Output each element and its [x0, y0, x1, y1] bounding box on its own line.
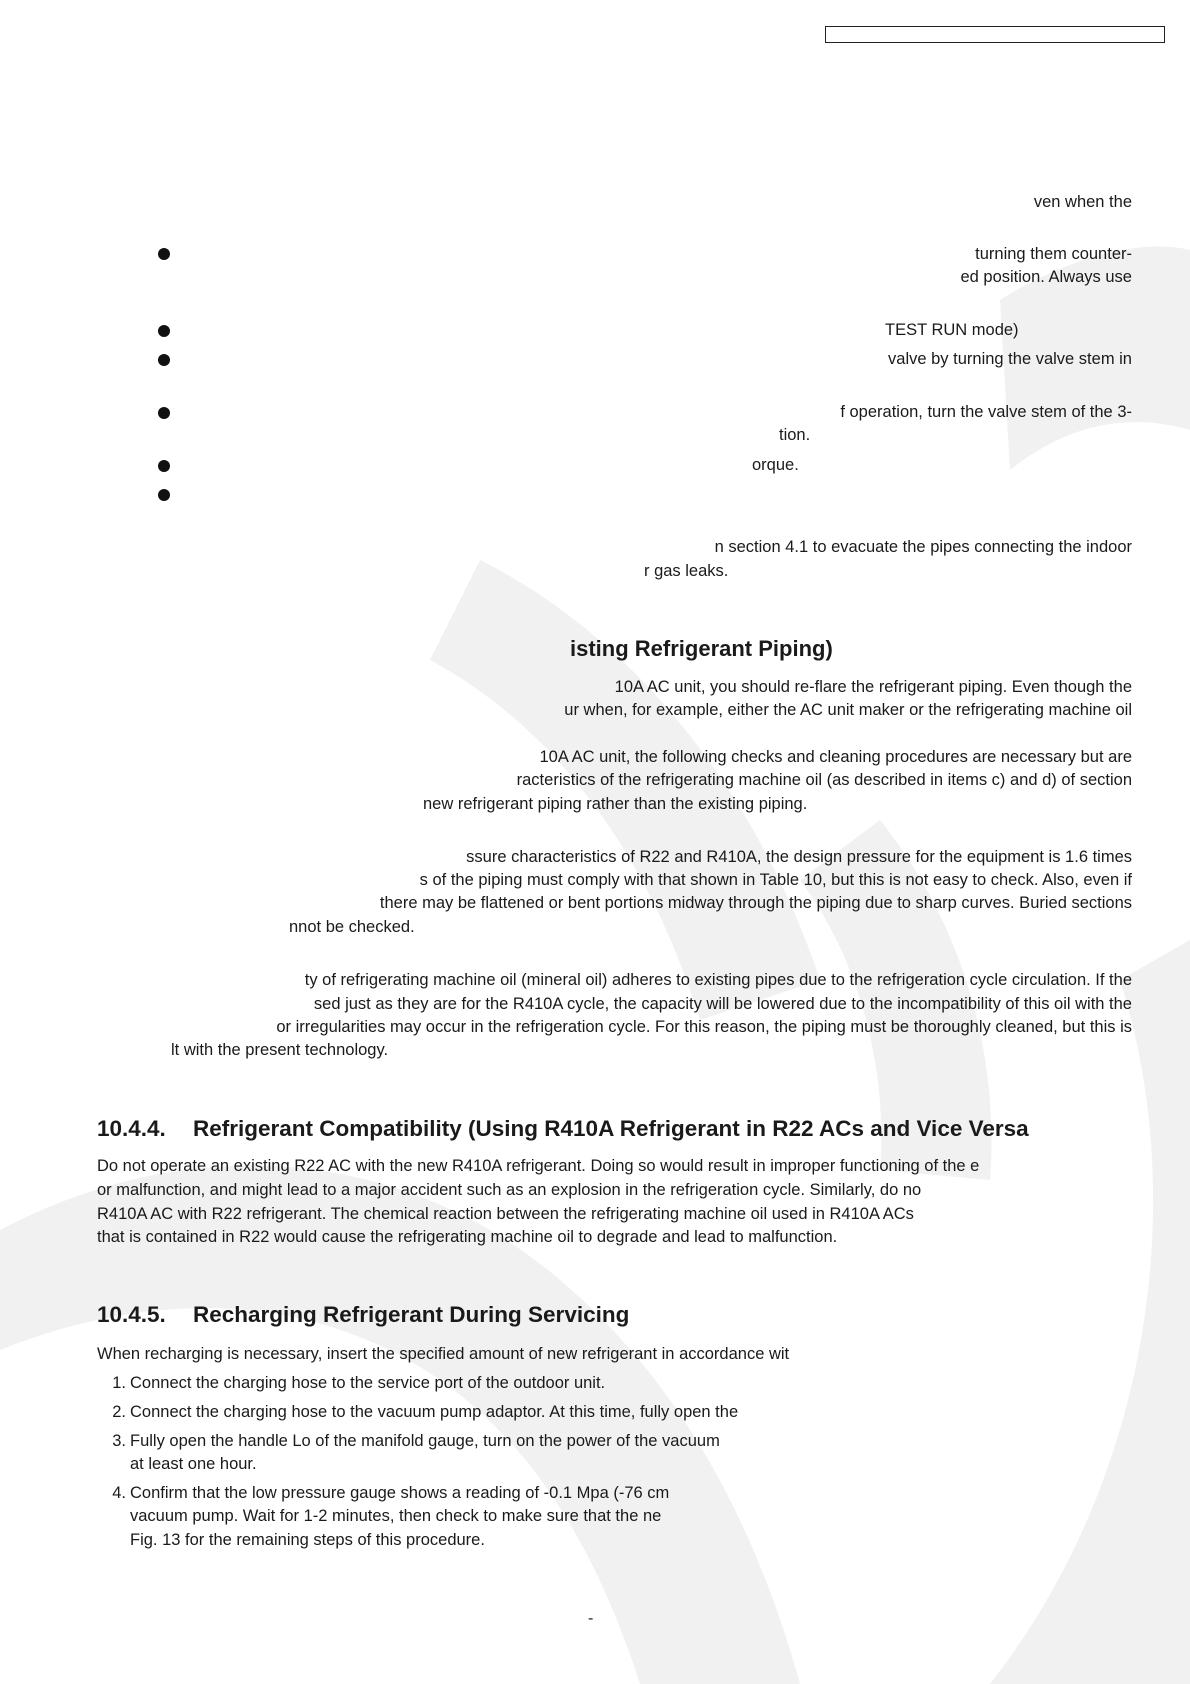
text-line: When recharging is necessary, insert the specified amount of new refrigerant in accordance wit — [97, 1345, 790, 1363]
text-line: that is contained in R22 would cause the refrigerating machine oil to degrade and lead to malfunction. — [97, 1228, 838, 1246]
text-line: nnot be checked. — [289, 918, 415, 936]
text-line: valve by turning the valve stem in — [888, 350, 1132, 368]
text-line: ed position. Always use — [960, 268, 1132, 286]
list-item — [97, 1372, 605, 1394]
section-heading-1044 — [97, 1115, 1029, 1143]
text-line: ven when the — [1033, 193, 1132, 211]
bullet-icon — [158, 460, 170, 472]
text-line: n section 4.1 to evacuate the pipes connecting the indoor — [714, 538, 1132, 556]
text-line: there may be flattened or bent portions midway through the piping due to sharp curves. Buried sections — [379, 894, 1132, 912]
step-text: Connect the charging hose to the service port of the outdoor unit. — [130, 1374, 606, 1392]
text-line: or malfunction, and might lead to a major accident such as an explosion in the refrigeration cycle. Similarly, do no — [97, 1181, 922, 1199]
page-number: - — [588, 1610, 594, 1627]
list-item — [97, 1482, 669, 1504]
text-line: Do not operate an existing R22 AC with the new R410A refrigerant. Doing so would result in improper functioning of the e — [97, 1157, 980, 1175]
header-box — [825, 26, 1165, 43]
list-item — [97, 1430, 720, 1452]
step-number: 3. — [112, 1432, 126, 1450]
bullet-icon — [158, 325, 170, 337]
text-line: R410A AC with R22 refrigerant. The chemical reaction between the refrigerating machine oil used in R410A ACs — [97, 1205, 914, 1223]
text-line: sed just as they are for the R410A cycle, the capacity will be lowered due to the incompatibility of this oil with the — [313, 995, 1132, 1013]
bullet-icon — [158, 489, 170, 501]
step-text: Fully open the handle Lo of the manifold gauge, turn on the power of the vacuum — [130, 1432, 720, 1450]
step-text: at least one hour. — [130, 1455, 257, 1473]
text-line: racteristics of the refrigerating machine oil (as described in items c) and d) of section — [516, 771, 1132, 789]
text-line: TEST RUN mode) — [885, 321, 1019, 339]
text-line: ur when, for example, either the AC unit maker or the refrigerating machine oil — [564, 701, 1132, 719]
text-line: turning them counter- — [975, 245, 1132, 263]
text-line: ty of refrigerating machine oil (mineral oil) adheres to existing pipes due to the refrigeration cycle circulation. If the — [304, 971, 1132, 989]
text-line: 10A AC unit, you should re-flare the refrigerant piping. Even though the — [614, 678, 1132, 696]
step-number: 2. — [112, 1403, 126, 1421]
section-title: Recharging Refrigerant During Servicing — [193, 1302, 630, 1327]
step-number: 4. — [112, 1484, 126, 1502]
text-line: tion. — [779, 426, 811, 444]
bullet-icon — [158, 407, 170, 419]
text-line: lt with the present technology. — [171, 1041, 389, 1059]
list-item — [97, 1401, 738, 1423]
step-text: Fig. 13 for the remaining steps of this procedure. — [130, 1531, 485, 1549]
text-line: r gas leaks. — [644, 562, 729, 580]
step-number: 1. — [112, 1374, 126, 1392]
section-number: 10.4.5. — [97, 1302, 166, 1327]
text-line: orque. — [752, 456, 799, 474]
text-line: 10A AC unit, the following checks and cleaning procedures are necessary but are — [539, 748, 1132, 766]
bullet-icon — [158, 248, 170, 260]
section-title: Refrigerant Compatibility (Using R410A Refrigerant in R22 ACs and Vice Versa — [193, 1116, 1029, 1141]
text-line: s of the piping must comply with that shown in Table 10, but this is not easy to check. Also, even if — [419, 871, 1132, 889]
section-heading-1045 — [97, 1301, 629, 1329]
text-line: f operation, turn the valve stem of the 3- — [840, 403, 1132, 421]
section-heading: isting Refrigerant Piping) — [570, 636, 833, 661]
step-text: Confirm that the low pressure gauge shows a reading of -0.1 Mpa (-76 cm — [130, 1484, 670, 1502]
bullet-icon — [158, 354, 170, 366]
step-text: Connect the charging hose to the vacuum pump adaptor. At this time, fully open the — [130, 1403, 739, 1421]
text-line: or irregularities may occur in the refrigeration cycle. For this reason, the piping must be thoroughly cleaned, but this is — [276, 1018, 1132, 1036]
text-line: new refrigerant piping rather than the existing piping. — [423, 795, 808, 813]
section-number: 10.4.4. — [97, 1116, 166, 1141]
text-line: ssure characteristics of R22 and R410A, the design pressure for the equipment is 1.6 times — [466, 848, 1132, 866]
step-text: vacuum pump. Wait for 1-2 minutes, then check to make sure that the ne — [130, 1507, 662, 1525]
